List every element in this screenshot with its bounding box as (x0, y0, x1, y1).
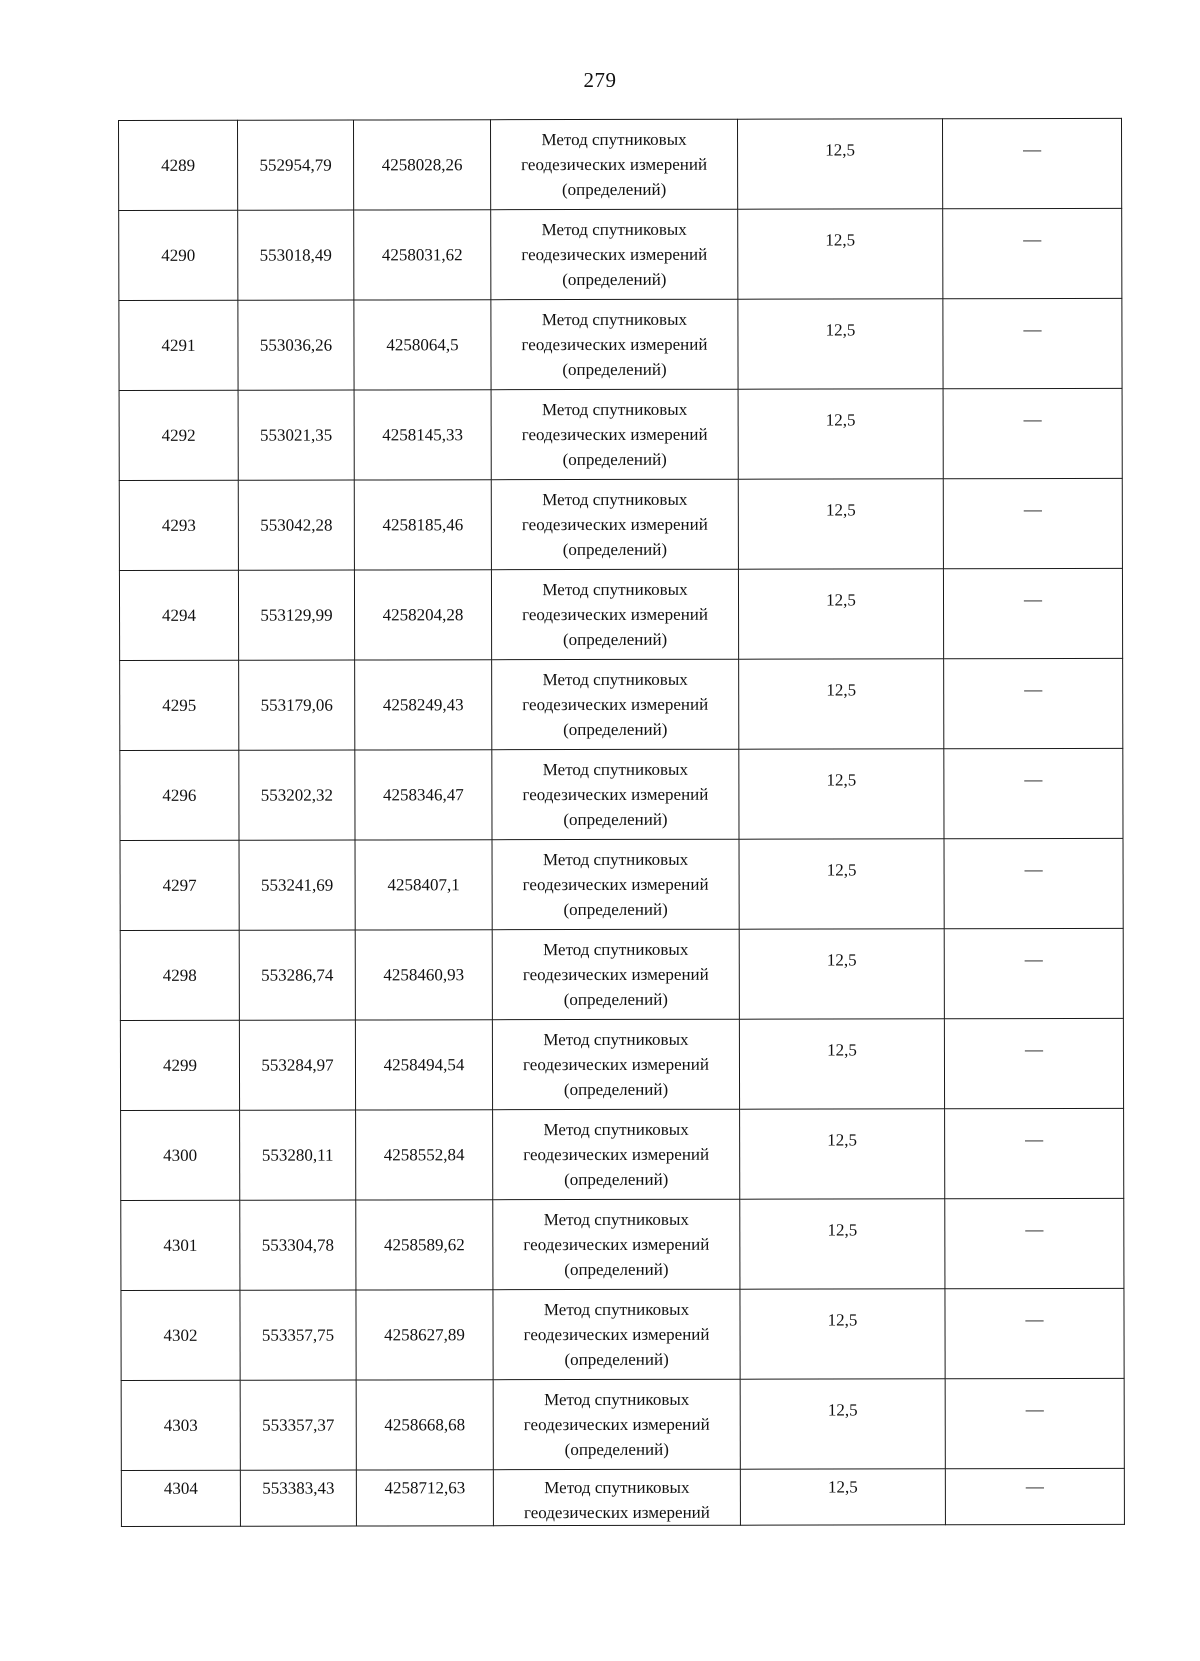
dash-mark: — (1023, 409, 1042, 430)
table-row (119, 388, 1122, 480)
table-body (119, 118, 1125, 1526)
y-coordinate-cell: 4258589,62 (356, 1200, 493, 1290)
x-coordinate-cell: 553036,26 (238, 300, 354, 390)
y-coordinate-cell: 4258028,26 (354, 120, 491, 210)
table-row (121, 1288, 1124, 1380)
y-coordinate-cell: 4258346,47 (355, 750, 492, 840)
method-cell (491, 389, 738, 480)
note-cell (943, 298, 1122, 388)
dash-mark: — (1024, 679, 1043, 700)
method-text-line: геодезических измерений (522, 604, 709, 625)
method-text-line: геодезических измерений (523, 1324, 710, 1345)
method-cell (492, 659, 739, 750)
table-row (119, 208, 1122, 300)
table-row (119, 478, 1122, 570)
point-number-cell: 4304 (121, 1470, 240, 1526)
method-cell (493, 1469, 740, 1526)
method-text-line: Метод спутниковых (541, 399, 688, 420)
method-text-line: (определений) (562, 449, 667, 470)
y-coordinate-cell: 4258249,43 (355, 660, 492, 750)
method-text-line: (определений) (563, 809, 668, 830)
table-row (121, 1198, 1124, 1290)
precision-value: 12,5 (825, 410, 856, 430)
precision-cell (740, 1289, 945, 1379)
point-number-cell: 4292 (119, 390, 238, 480)
point-number-cell: 4293 (119, 480, 238, 570)
y-coordinate-cell: 4258627,89 (356, 1290, 493, 1380)
y-coordinate-cell: 4258712,63 (356, 1470, 493, 1526)
dash-mark: — (1024, 769, 1043, 790)
method-text-line: Метод спутниковых (542, 489, 688, 510)
precision-value: 12,5 (827, 1130, 858, 1150)
precision-value: 12,5 (826, 680, 857, 700)
method-text-line: (определений) (561, 179, 667, 200)
precision-cell (738, 569, 943, 659)
method-text-line: (определений) (562, 629, 668, 650)
table-row (120, 748, 1123, 840)
method-cell (491, 209, 738, 300)
dash-mark: — (1024, 949, 1043, 970)
dash-mark: — (1025, 1399, 1044, 1420)
method-cell (492, 749, 739, 840)
note-cell (945, 1108, 1124, 1198)
method-text-line: Метод спутниковых (543, 1119, 689, 1140)
y-coordinate-cell: 4258031,62 (354, 210, 491, 300)
y-coordinate-cell: 4258185,46 (354, 480, 491, 570)
table-row (120, 658, 1123, 750)
note-cell (945, 1198, 1124, 1288)
method-text-line: геодезических измерений (521, 514, 708, 535)
precision-cell (740, 1109, 945, 1199)
precision-cell (738, 479, 943, 569)
y-coordinate-cell: 4258494,54 (355, 1020, 492, 1110)
precision-value: 12,5 (827, 1040, 857, 1060)
note-cell (944, 748, 1123, 838)
point-number-cell: 4296 (120, 750, 239, 840)
point-number-cell: 4302 (121, 1290, 240, 1380)
table-row (120, 1018, 1123, 1110)
table-row (120, 838, 1123, 930)
x-coordinate-cell: 553284,97 (239, 1020, 355, 1110)
precision-value: 12,5 (826, 950, 857, 970)
precision-cell (738, 209, 943, 299)
x-coordinate-cell: 553357,37 (240, 1380, 356, 1470)
x-coordinate-cell: 553357,75 (240, 1290, 356, 1380)
method-text-line: (определений) (564, 1349, 669, 1370)
point-number-cell: 4303 (121, 1380, 240, 1470)
method-cell (491, 479, 738, 570)
point-number-cell: 4295 (120, 660, 239, 750)
table-row (121, 1468, 1124, 1526)
point-number-cell: 4300 (121, 1110, 240, 1200)
method-text-line: Метод спутниковых (541, 219, 687, 240)
method-text-line: Метод спутниковых (542, 759, 688, 780)
method-text-line: Метод спутниковых (542, 669, 688, 690)
method-text-line: (определений) (563, 989, 668, 1010)
method-text-line: Метод спутниковых (543, 1299, 690, 1320)
dash-mark: — (1025, 1129, 1044, 1150)
x-coordinate-cell: 553018,49 (238, 210, 354, 300)
note-cell (945, 1468, 1124, 1524)
method-text-line: (определений) (562, 539, 668, 560)
precision-cell (740, 1199, 945, 1289)
y-coordinate-cell: 4258204,28 (354, 570, 491, 660)
method-cell (491, 119, 738, 210)
x-coordinate-cell: 553129,99 (238, 570, 354, 660)
method-text-line: геодезических измерений (523, 1144, 710, 1165)
precision-value: 12,5 (827, 1400, 858, 1420)
method-cell (492, 839, 739, 930)
precision-value: 12,5 (827, 1477, 858, 1497)
precision-cell (739, 659, 944, 749)
method-cell (492, 1019, 739, 1110)
precision-value: 12,5 (826, 590, 856, 610)
point-number-cell: 4291 (119, 300, 238, 390)
precision-value: 12,5 (826, 770, 857, 790)
method-text-line: геодезических измерений (521, 154, 708, 175)
precision-cell (738, 299, 943, 389)
dash-mark: — (1024, 859, 1043, 880)
method-text-line: Метод спутниковых (542, 579, 688, 600)
note-cell (943, 568, 1122, 658)
dash-mark: — (1023, 139, 1042, 160)
method-text-line: (определений) (563, 719, 668, 740)
method-cell (492, 929, 739, 1020)
method-text-line: (определений) (564, 1169, 669, 1190)
method-text-line: геодезических измерений (521, 334, 708, 355)
method-text-line: геодезических измерений (522, 694, 709, 715)
method-text-line: (определений) (564, 1259, 669, 1280)
table-row (121, 1378, 1124, 1470)
point-number-cell: 4290 (119, 210, 238, 300)
x-coordinate-cell: 553179,06 (239, 660, 355, 750)
method-text-line: Метод спутниковых (542, 849, 689, 870)
method-text-line: Метод спутниковых (541, 309, 688, 330)
y-coordinate-cell: 4258407,1 (355, 840, 492, 930)
method-text-line: Метод спутниковых (544, 1477, 690, 1498)
coordinates-table (118, 118, 1125, 1527)
method-cell (493, 1109, 740, 1200)
point-number-cell: 4294 (119, 570, 238, 660)
x-coordinate-cell: 553202,32 (239, 750, 355, 840)
method-text-line: геодезических измерений (521, 244, 708, 265)
method-text-line: Метод спутниковых (544, 1389, 690, 1410)
y-coordinate-cell: 4258552,84 (356, 1110, 493, 1200)
method-text-line: (определений) (562, 359, 667, 380)
method-text-line: геодезических измерений (522, 784, 709, 805)
dash-mark: — (1023, 499, 1042, 520)
method-text-line: Метод спутниковых (543, 939, 689, 960)
note-cell (944, 1018, 1123, 1108)
dash-mark: — (1025, 1476, 1044, 1497)
precision-cell (739, 1019, 944, 1109)
precision-value: 12,5 (825, 500, 856, 520)
x-coordinate-cell: 553021,35 (238, 390, 354, 480)
dash-mark: — (1025, 1309, 1044, 1330)
method-text-line: геодезических измерений (523, 1234, 710, 1255)
method-cell (491, 299, 738, 390)
x-coordinate-cell: 552954,79 (238, 120, 354, 210)
method-text-line: Метод спутниковых (543, 1209, 689, 1230)
note-cell (944, 928, 1123, 1018)
precision-value: 12,5 (827, 1310, 858, 1330)
precision-cell (737, 119, 942, 209)
method-text-line: (определений) (563, 899, 668, 920)
note-cell (942, 118, 1121, 208)
method-cell (493, 1289, 740, 1380)
precision-cell (739, 839, 944, 929)
dash-mark: — (1024, 1039, 1043, 1060)
page-number: 279 (583, 68, 617, 92)
method-text-line: геодезических измерений (522, 874, 709, 895)
method-text-line: (определений) (562, 269, 667, 290)
method-text-line: (определений) (564, 1439, 669, 1460)
precision-value: 12,5 (825, 230, 856, 250)
note-cell (944, 838, 1123, 928)
precision-value: 12,5 (825, 320, 856, 340)
note-cell (943, 208, 1122, 298)
dash-mark: — (1023, 319, 1042, 340)
note-cell (944, 658, 1123, 748)
method-text-line: геодезических измерений (523, 1054, 709, 1075)
point-number-cell: 4298 (120, 930, 239, 1020)
method-text-line: геодезических измерений (521, 424, 708, 445)
point-number-cell: 4301 (121, 1200, 240, 1290)
x-coordinate-cell: 553241,69 (239, 840, 355, 930)
dash-mark: — (1023, 229, 1042, 250)
y-coordinate-cell: 4258064,5 (354, 300, 491, 390)
point-number-cell: 4299 (120, 1020, 239, 1110)
table-row (119, 568, 1122, 660)
precision-cell (740, 1379, 945, 1469)
table-row (120, 928, 1123, 1020)
precision-value: 12,5 (826, 860, 857, 880)
note-cell (943, 388, 1122, 478)
x-coordinate-cell: 553383,43 (240, 1470, 356, 1526)
x-coordinate-cell: 553042,28 (238, 480, 354, 570)
method-text-line: Метод спутниковых (541, 129, 687, 150)
method-text-line: Метод спутниковых (543, 1029, 689, 1050)
table-row (119, 298, 1122, 390)
precision-cell (739, 749, 944, 839)
method-cell (493, 1379, 740, 1470)
y-coordinate-cell: 4258668,68 (356, 1380, 493, 1470)
table-row (119, 118, 1122, 210)
method-text-line: геодезических измерений (523, 1502, 710, 1523)
method-text-line: (определений) (563, 1079, 669, 1100)
point-number-cell: 4297 (120, 840, 239, 930)
x-coordinate-cell: 553286,74 (239, 930, 355, 1020)
precision-cell (739, 929, 944, 1019)
note-cell (945, 1288, 1124, 1378)
point-number-cell: 4289 (119, 120, 238, 210)
method-text-line: геодезических измерений (523, 1414, 710, 1435)
y-coordinate-cell: 4258460,93 (355, 930, 492, 1020)
x-coordinate-cell: 553280,11 (240, 1110, 356, 1200)
table-row (121, 1108, 1124, 1200)
dash-mark: — (1025, 1219, 1044, 1240)
note-cell (943, 478, 1122, 568)
precision-value: 12,5 (827, 1220, 858, 1240)
method-cell (491, 569, 738, 660)
note-cell (945, 1378, 1124, 1468)
method-text-line: геодезических измерений (522, 964, 709, 985)
dash-mark: — (1023, 589, 1043, 610)
precision-cell (738, 389, 943, 479)
precision-value: 12,5 (825, 140, 855, 160)
y-coordinate-cell: 4258145,33 (354, 390, 491, 480)
x-coordinate-cell: 553304,78 (240, 1200, 356, 1290)
method-cell (493, 1199, 740, 1290)
precision-cell (740, 1469, 945, 1525)
